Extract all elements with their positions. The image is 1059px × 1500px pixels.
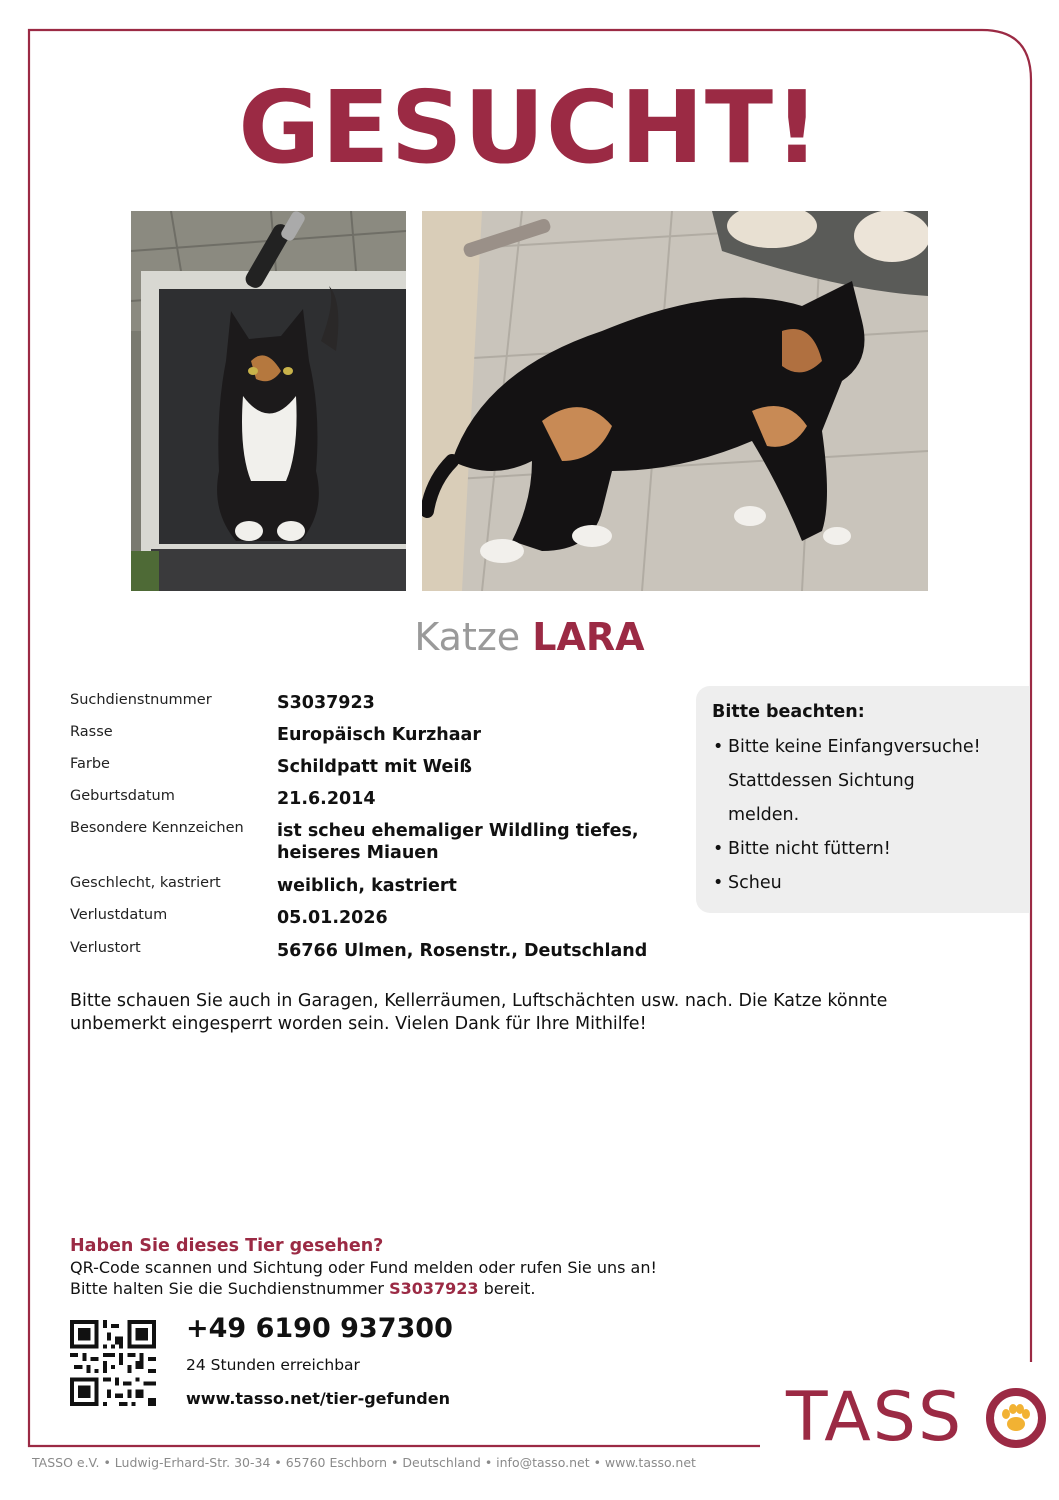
pet-name: LARA	[532, 615, 645, 659]
fact-label: Besondere Kennzeichen	[70, 820, 244, 836]
fact-label: Geburtsdatum	[70, 788, 175, 804]
fact-value: Schildpatt mit Weiß	[277, 757, 472, 777]
pet-title	[0, 615, 1059, 659]
cta-heading: Haben Sie dieses Tier gesehen?	[70, 1236, 384, 1256]
fact-value: Europäisch Kurzhaar	[277, 725, 481, 745]
search-number: S3037923	[389, 1279, 479, 1298]
tasso-logo	[786, 1378, 964, 1457]
notice-list	[712, 730, 1016, 900]
fact-label: Farbe	[70, 756, 110, 772]
notice-box	[696, 686, 1030, 913]
fact-value: weiblich, kastriert	[277, 876, 457, 896]
cat-photo-sitting	[131, 211, 406, 591]
fact-value: 05.01.2026	[277, 908, 388, 928]
cat-photo-lying	[422, 211, 928, 591]
notice-item-continued: Stattdessen Sichtung melden.	[728, 771, 915, 825]
notice-item: • Bitte nicht füttern!	[712, 832, 1016, 866]
cta-line-2: Bitte halten Sie die Suchdienstnummer S3037923 bereit.	[70, 1279, 536, 1298]
notice-item: • Bitte keine Einfangversuche!	[712, 730, 1016, 764]
fact-value: 21.6.2014	[277, 789, 376, 809]
headline: GESUCHT!	[238, 69, 821, 186]
fact-value: S3037923	[277, 693, 375, 713]
fact-label: Verlustdatum	[70, 907, 168, 923]
fact-value: 56766 Ulmen, Rosenstr., Deutschland	[277, 941, 648, 961]
paw-icon	[984, 1386, 1048, 1450]
website-link[interactable]: www.tasso.net/tier-gefunden	[186, 1389, 450, 1408]
fact-value: ist scheu ehemaliger Wildling tiefes, heiseres Miauen	[277, 821, 639, 863]
qr-code-icon[interactable]	[70, 1320, 156, 1406]
cta-line-1: QR-Code scannen und Sichtung oder Fund melden oder rufen Sie uns an!	[70, 1258, 657, 1277]
phone-number[interactable]: +49 6190 937300	[186, 1313, 453, 1344]
fact-label: Verlustort	[70, 940, 141, 956]
pet-species: Katze	[414, 615, 521, 659]
notice-title: Bitte beachten:	[712, 702, 865, 722]
footer-address: TASSO e.V. • Ludwig-Erhard-Str. 30-34 • 65760 Eschborn • Deutschland • info@tasso.net • www.tasso.net	[32, 1455, 696, 1470]
fact-label: Suchdienstnummer	[70, 692, 212, 708]
call-to-action	[70, 1235, 870, 1299]
logo-text: TASS	[786, 1378, 964, 1457]
notice-item: • Scheu	[712, 866, 1016, 900]
fact-label: Rasse	[70, 724, 113, 740]
fact-label: Geschlecht, kastriert	[70, 875, 221, 891]
hours-text: 24 Stunden erreichbar	[186, 1356, 360, 1374]
info-text: Bitte schauen Sie auch in Garagen, Kellerräumen, Luftschächten usw. nach. Die Katze könnte unbemerkt eingesperrt worden sein. Vielen Dank für Ihre Mithilfe!	[70, 991, 888, 1034]
